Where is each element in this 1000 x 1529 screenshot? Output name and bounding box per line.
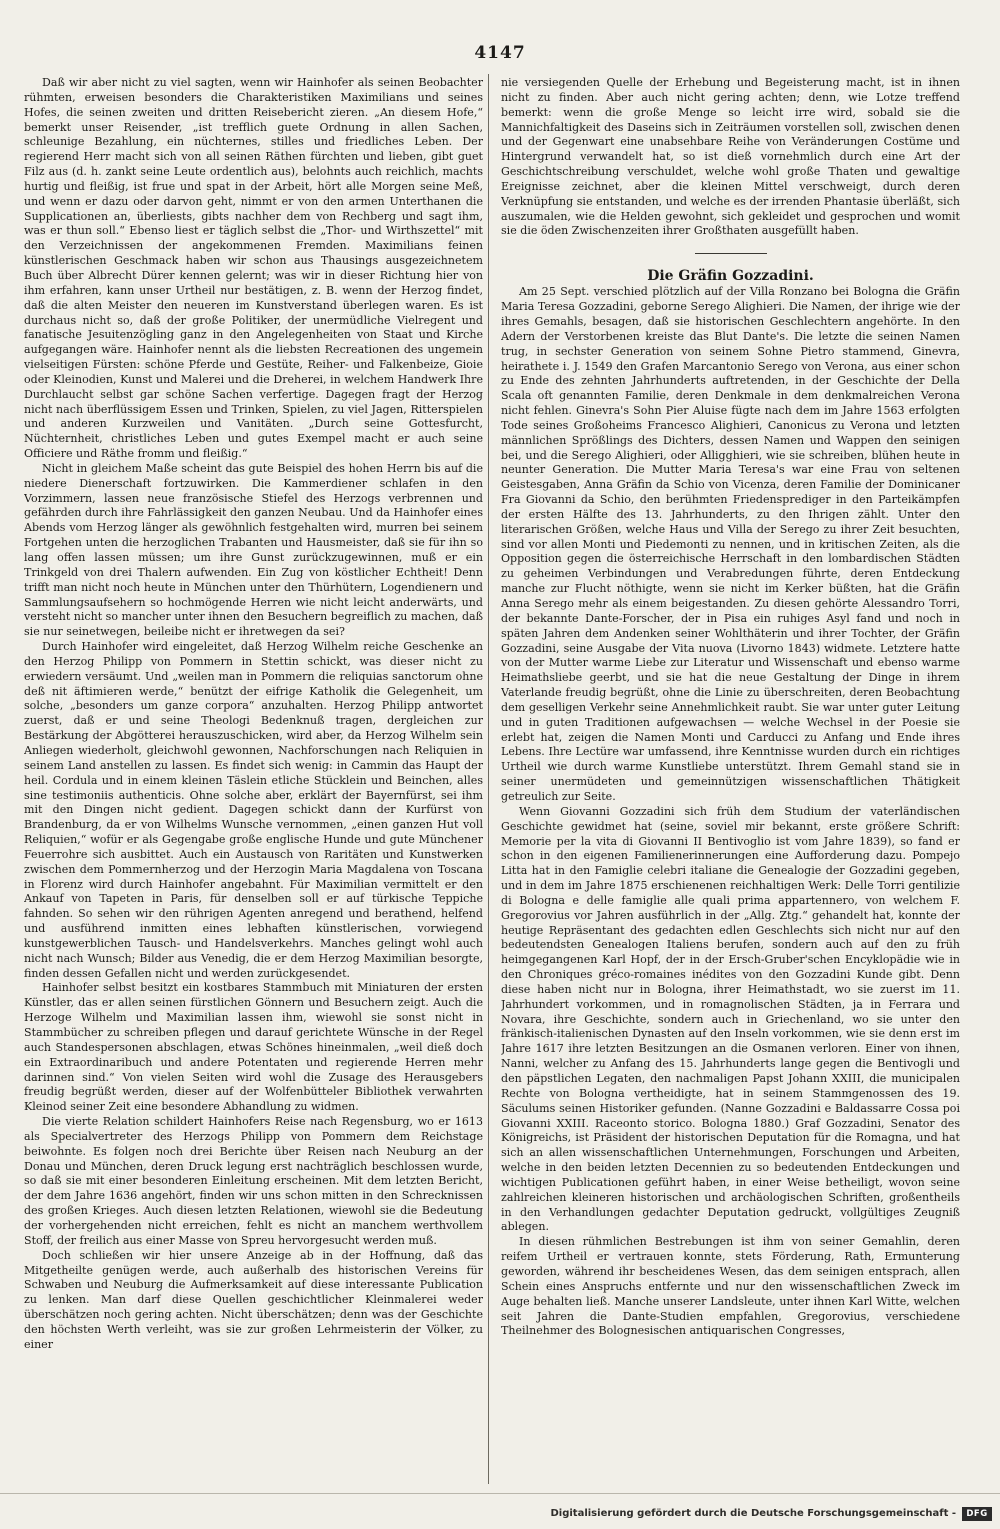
section-heading: Die Gräfin Gozzadini. [647, 268, 814, 285]
paragraph: Durch Hainhofer wird eingeleitet, daß Herzog Wilhelm reiche Geschenke an den Herzog Philipp von Pommern in Stettin schickt, was dieser nicht zu erwiedern versäumt. Und „weilen man in Pommern die reliquias sanctorum ohne deß nit äftimieren werde,“ benützt der eifrige Katholik die Gelegenheit, um solche, „besonders um ganze corpora“ anzuhalten. Herzog Philipp antwortet zuerst, daß er und seine Theologi Bedenknuß tragen, dergleichen zur Bestärkung der Abgötterei herauszuschicken, wird aber, da Herzog Wilhelm sein Anliegen wiederholt, gleichwohl gewonnen, Nachforschungen nach Reliquien in seinem Land anstellen zu lassen. Es findet sich wenig: in Cammin das Haupt der heil. Cordula und in einem kleinen Täslein etliche Stücklein und Beinchen, alles sine testimoniis authenticis. Ohne solche aber, erklärt der Bayernfürst, sei ihm mit den Dingen nicht gedient. Dagegen schickt dann der Kurfürst von Brandenburg, da er von Wilhelms Wunsche vernommen, „einen ganzen Hut voll Reliquien,“ wofür er als Gegengabe große englische Hunde und gute Münchener Feuerrohre sich ausbittet. Auch ein Austausch von Raritäten und Kunstwerken zwischen dem Pommernherzog und der Herzogin Maria Magdalena von Toscana in Florenz wird durch Hainhofer angebahnt. Für Maximilian vermittelt er den Ankauf von Tapeten in Paris, für denselben soll er auf türkische Teppiche fahnden. So sehen wir den rührigen Agenten anregend und berathend, helfend und ausführend inmitten eines lebhaften künstlerischen, vorwiegend kunstgewerblichen Tausch- und Handelsverkehrs. Manches gelingt wohl auch nicht nach Wunsch; Bilder aus Venedig, die er dem Herzog Maximilian besorgte, finden dessen Gefallen nicht und werden zurückgesendet. [24, 640, 483, 980]
paragraph: Die vierte Relation schildert Hainhofers Reise nach Regensburg, wo er 1613 als Specialvertreter des Herzogs Philipp von Pommern dem Reichstage beiwohnte. Es folgen noch drei Berichte über Reisen nach Neuburg an der Donau und München, deren Druck legung erst nachträglich beschlossen wurde, so daß sie mit einer besonderen Einleitung erscheinen. Mit dem letzten Bericht, der dem Jahre 1636 angehört, finden wir uns schon mitten in den Schrecknissen des großen Krieges. Auch diesen letzten Relationen, wiewohl sie die Bedeutung der vorhergehenden nicht erreichen, fehlt es nicht an manchem werthvollem Stoff, der freilich aus einer Masse von Spreu hervorgesucht werden muß. [24, 1115, 483, 1247]
dfg-logo: DFG [962, 1507, 992, 1521]
left-column [24, 76, 483, 1476]
paragraph-continuation: nie versiegenden Quelle der Erhebung und Begeisterung macht, ist in ihnen nicht zu finden. Aber auch nicht gering achten; denn, wie Lotze treffend bemerkt: wenn die große Menge so leicht irre wird, sobald sie die Mannichfaltigkeit des Daseins sich in Zeiträumen vorstellen soll, zwischen denen und der Gegenwart eine unabsehbare Reihe von Veränderungen Costüme und Hintergrund verwandelt hat, so ist dieß vornehmlich durch eine Art der Geschichtschreibung verschuldet, welche wohl große Thaten und gewaltige Ereignisse zeichnet, aber die kleinen Mittel verschweigt, durch deren Verknüpfung sie entstanden, und welche es der irrenden Phantasie überläßt, sich auszumalen, wie die Helden gewohnt, sich gekleidet und gesprochen und womit sie die öden Zwischenzeiten ihrer Großthaten ausgefüllt haben. [501, 76, 960, 238]
page-number: 4147 [474, 43, 526, 63]
section-divider [695, 253, 767, 254]
paragraph: Hainhofer selbst besitzt ein kostbares Stammbuch mit Miniaturen der ersten Künstler, das er allen seinen fürstlichen Gönnern und Besuchern zeigt. Auch die Herzoge Wilhelm und Maximilian lassen ihm, wiewohl sie sonst nicht in Stammbücher zu schreiben pflegen und darauf gerichtete Wünsche in der Regel auch Standespersonen abschlagen, etwas Schönes hineinmalen, „weil dieß doch ein Extraordinaribuch und andere Potentaten und regierende Herren mehr darinnen sind.“ Von vielen Seiten wird wohl die Zusage des Herausgebers freudig begrüßt werden, dieser auf der Wolfenbütteler Bibliothek verwahrten Kleinod seiner Zeit eine besondere Abhandlung zu widmen. [24, 981, 483, 1114]
footer [0, 1503, 1000, 1529]
paragraph: In diesen rühmlichen Bestrebungen ist ihm von seiner Gemahlin, deren reifem Urtheil er vertrauen konnte, stets Förderung, Rath, Ermunterung geworden, während ihr bescheidenes Wesen, das dem seinigen entsprach, allen Schein eines Anspruchs entfernte und nur den wissenschaftlichen Zweck im Auge behalten ließ. Manche unserer Landsleute, unter ihnen Karl Witte, welchen seit Jahren die Dante-Studien empfahlen, Gregorovius, verschiedene Theilnehmer des Bolognesischen antiquarischen Congresses, [501, 1235, 960, 1338]
footer-divider [0, 1493, 1000, 1494]
column-divider [488, 74, 489, 1484]
paragraph: Wenn Giovanni Gozzadini sich früh dem Studium der vaterländischen Geschichte gewidmet hat (seine, soviel mir bekannt, erste größere Schrift: Memorie per la vita di Giovanni II Bentivoglio ist vom Jahre 1839), so fand er schon in den eigenen Familienerinnerungen eine Aufforderung dazu. Pompejo Litta hat in den Famiglie celebri italiane die Genealogie der Gozzadini gegeben, und in dem im Jahre 1875 erschienenen reichhaltigen Werk: Delle Torri gentilizie di Bologna e delle famiglie alle quali prima appartennero, von welchem F. Gregorovius vor Jahren ausführlich in der „Allg. Ztg.“ gehandelt hat, konnte der heutige Repräsentant des gedachten edlen Geschlechts sich nicht nur auf den bedeutendsten Genealogen Italiens berufen, sondern auch auf den zu früh heimgegangenen Karl Hopf, der in der Ersch-Gruber'schen Encyklopädie wie in den Chroniques gréco-romaines inédites von den Gozzadini Kunde gibt. Denn diese haben nicht nur in Bologna, ihrer Heimathstadt, wo sie zuerst im 11. Jahrhundert vorkommen, und in romagnolischen Städten, ja in Ferrara und Novara, ihre Geschichte, sondern auch in Griechenland, wo sie unter den fränkisch-italienischen Dynasten auf den Inseln vorkommen, wie sie denn erst im Jahre 1617 ihre letzten Besitzungen an die Osmanen verloren. Einer von ihnen, Nanni, welcher zu Anfang des 15. Jahrhunderts lange gegen die Bentivogli und den päpstlichen Legaten, den nachmaligen Papst Johann XXIII, die municipalen Rechte von Bologna vertheidigte, hat in seinem Stammgenossen des 19. Säculums seinen Historiker gefunden. (Nanne Gozzadini e Baldassarre Cossa poi Giovanni XXIII. Raceonto storico. Bologna 1880.) Graf Gozzadini, Senator des Königreichs, ist Präsident der historischen Deputation für die Romagna, und hat sich an allen wissenschaftlichen Unternehmungen, Forschungen und Arbeiten, welche in den beiden letzten Decennien zu so bedeutenden Entdeckungen und wichtigen Publicationen geführt haben, in einer Weise betheiligt, wovon seine zahlreichen kleineren historischen und archäologischen Schriften, großentheils in den Verhandlungen gedachter Deputation gedruckt, vollgültiges Zeugniß ablegen. [501, 804, 960, 1234]
paragraph: Doch schließen wir hier unsere Anzeige ab in der Hoffnung, daß das Mitgetheilte genügen werde, auch außerhalb des historischen Vereins für Schwaben und Neuburg die Aufmerksamkeit auf diese interessante Publication zu lenken. Man darf diese Quellen geschichtlicher Kleinmalerei weder überschätzen noch gering achten. Nicht überschätzen; denn was der Geschichte den höchsten Werth verleiht, was sie zur großen Lehrmeisterin der Völker, zu einer [24, 1248, 483, 1351]
right-column [501, 76, 960, 1490]
funding-notice: Digitalisierung gefördert durch die Deutsche Forschungsgemeinschaft - [550, 1508, 956, 1519]
paragraph: Nicht in gleichem Maße scheint das gute Beispiel des hohen Herrn bis auf die niedere Dienerschaft fortzuwirken. Die Kammerdiener schlafen in den Vorzimmern, lassen neue französische Stiefel des Herzogs verbrennen und gefährden durch ihre Fahrlässigkeit den ganzen Neubau. Und da Hainhofer eines Abends vom Herzog länger als gewöhnlich festgehalten wird, murren bei seinem Fortgehen unten die herzoglichen Trabanten und Hausmeister, daß sie für ihn so lang offen lassen müssen; um ihre Gunst zurückzugewinnen, muß er ein Trinkgeld von drei Thalern aufwenden. Ein Zug von köstlicher Echtheit! Denn trifft man nicht noch heute in München unter den Thürhütern, Logendienern und Sammlungsaufsehern so hochmögende Herren wie nicht leicht anderwärts, und versteht nicht so mancher unter ihnen den Besuchern begreiflich zu machen, daß sie nur seinetwegen, beileibe nicht er ihretwegen da sei? [24, 461, 483, 639]
paragraph: Am 25 Sept. verschied plötzlich auf der Villa Ronzano bei Bologna die Gräfin Maria Teresa Gozzadini, geborne Serego Alighieri. Die Namen, der ihrige wie der ihres Gemahls, besagen, daß sie historischen Geschlechtern angehörte. In den Adern der Verstorbenen kreiste das Blut Dante's. Die letzte die seinen Namen trug, in sechster Generation von seinem Sohne Pietro stammend, Ginevra, heirathete i. J. 1549 den Grafen Marcantonio Serego von Verona, aus einer schon zu Ende des zehnten Jahrhunderts auftretenden, in der Geschichte der Della Scala oft genannten Familie, deren Denkmale in dem denkmalreichen Verona nicht fehlen. Ginevra's Sohn Pier Aluise fügte nach dem im Jahre 1563 erfolgten Tode seines Großoheims Francesco Alighieri, Canonicus zu Verona und letzten männlichen Sprößlings des Dichters, dessen Namen und Wappen den seinigen bei, und die Serego Alighieri, oder Alligghieri, wie sie schreiben, blühen heute in neunter Generation. Die Mutter Maria Teresa's war eine Frau von seltenen Geistesgaben, Anna Gräfin da Schio von Vicenza, deren Familie der Dominicaner Fra Giovanni da Schio, den berühmten Friedensprediger in den Parteikämpfen der ersten Hälfte des 13. Jahrhunderts, zu den Ihrigen zählt. Unter den literarischen Größen, welche Haus und Villa der Serego zu ihrer Zeit besuchten, sind vor allen Monti und Piedemonti zu nennen, und in kritischen Zeiten, als die Opposition gegen die österreichische Herrschaft in den lombardischen Städten zu geheimen Verbindungen und Verabredungen führte, deren Entdeckung manche zur Flucht nöthigte, wenn sie nicht im Kerker büßten, hat die Gräfin Anna Serego mehr als einem beigestanden. Zu diesen gehörte Alessandro Torri, der bekannte Dante-Forscher, der in Pisa ein ruhiges Asyl fand und noch in späten Jahren dem Andenken seiner Wohlthäterin und ihrer Tochter, der Gräfin Gozzadini, seine Ausgabe der Vita nuova (Livorno 1843) widmete. Letztere hatte von der Mutter warme Liebe zur Literatur und Wissenschaft und ebenso warme Heimathsliebe geerbt, und sie hat die neue Gestaltung der Dinge in ihrem Vaterlande freudig begrüßt, ohne die Linie zu überschreiten, deren Beobachtung dem geselligen Verkehr seine Annehmlichkeit raubt. Sie war unter guter Leitung und in guten Traditionen aufgewachsen — welche Wechsel in der Poesie sie erlebt hat, zeigen die Namen Monti und Carducci zu Anfang und Ende ihres Lebens. Ihre Lectüre war umfassend, ihre Kenntnisse wurden durch ein richtiges Urtheil wie durch warme Kunstliebe unterstützt. Ihrem Gemahl stand sie in seiner unermüdeten und gemeinnützigen wissenschaftlichen Thätigkeit getreulich zur Seite. [501, 285, 960, 803]
paragraph: Daß wir aber nicht zu viel sagten, wenn wir Hainhofer als seinen Beobachter rühmten, erweisen besonders die Charakteristiken Maximilians und seines Hofes, die seinen zweiten und dritten Reisebericht zieren. „An diesem Hofe,“ bemerkt unser Reisender, „ist trefflich guete Ordnung in allen Sachen, schleunige Bezahlung, ein nüchternes, stilles und friedliches Leben. Der regierend Herr macht sich von all seinen Räthen fürchten und lieben, gibt guet Filz aus (d. h. zankt seine Leute ordentlich aus), belohnts auch reichlich, machts hurtig und fleißig, ist frue und spat in der Arbeit, hört alle Morgen seine Meß, und wenn er dazu oder darvon geht, nimmt er von den armen Unterthanen die Supplicationen an, überliests, gibts nachher dem von Rechberg und sagt ihm, was er thun soll.“ Ebenso liest er täglich selbst die „Thor- und Wirthszettel“ mit den Verzeichnissen der angekommenen Fremden. Maximilians feinen künstlerischen Geschmack haben wir schon aus Thausings ausgezeichnetem Buch über Albrecht Dürer kennen gelernt; was wir in dieser Richtung hier von ihm erfahren, kann unser Urtheil nur bestätigen, z. B. wenn der Herzog findet, daß die alten Meister den neueren im Kunstverstand überlegen waren. Es ist durchaus nicht so, daß der große Politiker, der unermüdliche Vielregent und fanatische Jesuitenzögling ganz in den Angelegenheiten von Staat und Kirche aufgegangen wäre. Hainhofer nennt als die liebsten Recreationen des ungemein vielseitigen Fürsten: schöne Pferde und Gestüte, Reiher- und Falkenbeize, Gioie oder Kleinodien, Kunst und Malerei und die Dreherei, in welchem Handwerk Ihre Durchlaucht selbst gar schöne Sachen verfertige. Dagegen fragt der Herzog nicht nach überflüssigem Essen und Trinken, Spielen, zu viel Jagen, Ritterspielen und anderen Kurzweilen und Vanitäten. „Durch seine Gottesfurcht, Nüchternheit, christliches Leben und gutes Exempel macht er auch seine Officiere und Räthe fromm und fleißig.“ [24, 76, 483, 461]
